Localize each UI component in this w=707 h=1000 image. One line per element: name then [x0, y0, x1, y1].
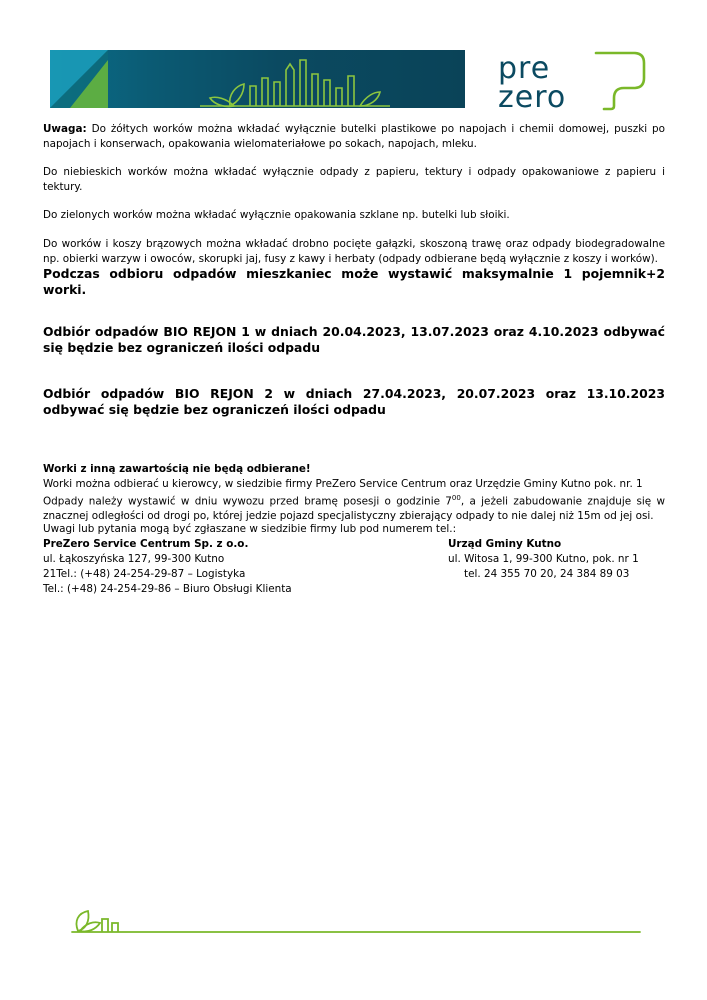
contacts-intro: Uwagi lub pytania mogą być zgłaszane w siedzibie firmy lub pod numerem tel.: [43, 523, 457, 535]
contacts-section [43, 522, 665, 597]
bio-region-2-notice: Odbiór odpadów BIO REJON 2 w dniach 27.04.2023, 20.07.2023 oraz 13.10.2023 odbywać się będzie bez ograniczeń ilości odpadu [43, 386, 665, 418]
uwaga-label: Uwaga: [43, 123, 87, 135]
placement-time-sup: 00 [451, 494, 461, 503]
placement-paragraph [43, 491, 665, 524]
pickup-paragraph: Worki można odbierać u kierowcy, w siedzibie firmy PreZero Service Centrum oraz Urzędzie Gminy Kutno pok. nr. 1 [43, 477, 643, 490]
prezero-logo [496, 50, 651, 112]
limit-notice: Podczas odbioru odpadów mieszkaniec może wystawić maksymalnie 1 pojemnik+2 worki. [43, 266, 665, 298]
blue-bags-paragraph: Do niebieskich worków można wkładać wyłącznie odpady z papieru, tektury i odpady opakowaniowe z papieru i tektury. [43, 166, 665, 193]
yellow-bags-paragraph [43, 122, 665, 151]
logo-text-pre: pre [498, 51, 551, 86]
notice-content [43, 122, 665, 524]
skyline-graphic [50, 50, 465, 108]
header-banner [50, 50, 465, 108]
yellow-bags-text: Do żółtych worków można wkładać wyłącznie butelki plastikowe po napojach i chemii domowej, puszki po napojach i konserwach, opakowania wielomateriałowe po sokach, napojach, mleku. [43, 123, 665, 150]
company-phone-logistics: 21Tel.: (+48) 24-254-29-87 – Logistyka [43, 568, 246, 580]
placement-text-a: Odpady należy wystawić w dniu wywozu przed bramę posesji o godzinie 7 [43, 495, 452, 508]
company-address: ul. Łąkoszyńska 127, 99-300 Kutno [43, 553, 225, 565]
green-bags-paragraph: Do zielonych worków można wkładać wyłącznie opakowania szklane np. butelki lub słoiki. [43, 209, 510, 222]
not-collected-notice: Worki z inną zawartością nie będą odbierane! [43, 463, 311, 476]
company-name: PreZero Service Centrum Sp. z o.o. [43, 538, 249, 550]
logo-text-zero: zero [498, 80, 567, 112]
leaf-icon [68, 905, 643, 935]
office-address: ul. Witosa 1, 99-300 Kutno, pok. nr 1 [448, 553, 639, 565]
office-phone: tel. 24 355 70 20, 24 384 89 03 [464, 568, 630, 580]
placement-text-b: , a jeżeli zabudowanie znajduje się w znacznej odległości od drogi po, której jedzie pojazd specjalistyczny zbierający odpady to nie dalej niż 15m od jej osi. [43, 495, 665, 523]
office-name: Urząd Gminy Kutno [448, 538, 562, 550]
footer-leaf-line [68, 905, 643, 935]
bio-region-1-notice: Odbiór odpadów BIO REJON 1 w dniach 20.04.2023, 13.07.2023 oraz 4.10.2023 odbywać się będzie bez ograniczeń ilości odpadu [43, 324, 665, 356]
brown-bags-paragraph: Do worków i koszy brązowych można wkładać drobno pocięte gałązki, skoszoną trawę oraz odpady biodegradowalne np. obierki warzyw i owoców, skorupki jaj, fusy z kawy i herbaty (odpady odbierane będą wyłącznie z koszy i worków). [43, 237, 665, 265]
prezero-logo-graphic [496, 50, 651, 112]
company-phone-customer-service: Tel.: (+48) 24-254-29-86 – Biuro Obsługi Klienta [43, 583, 292, 595]
